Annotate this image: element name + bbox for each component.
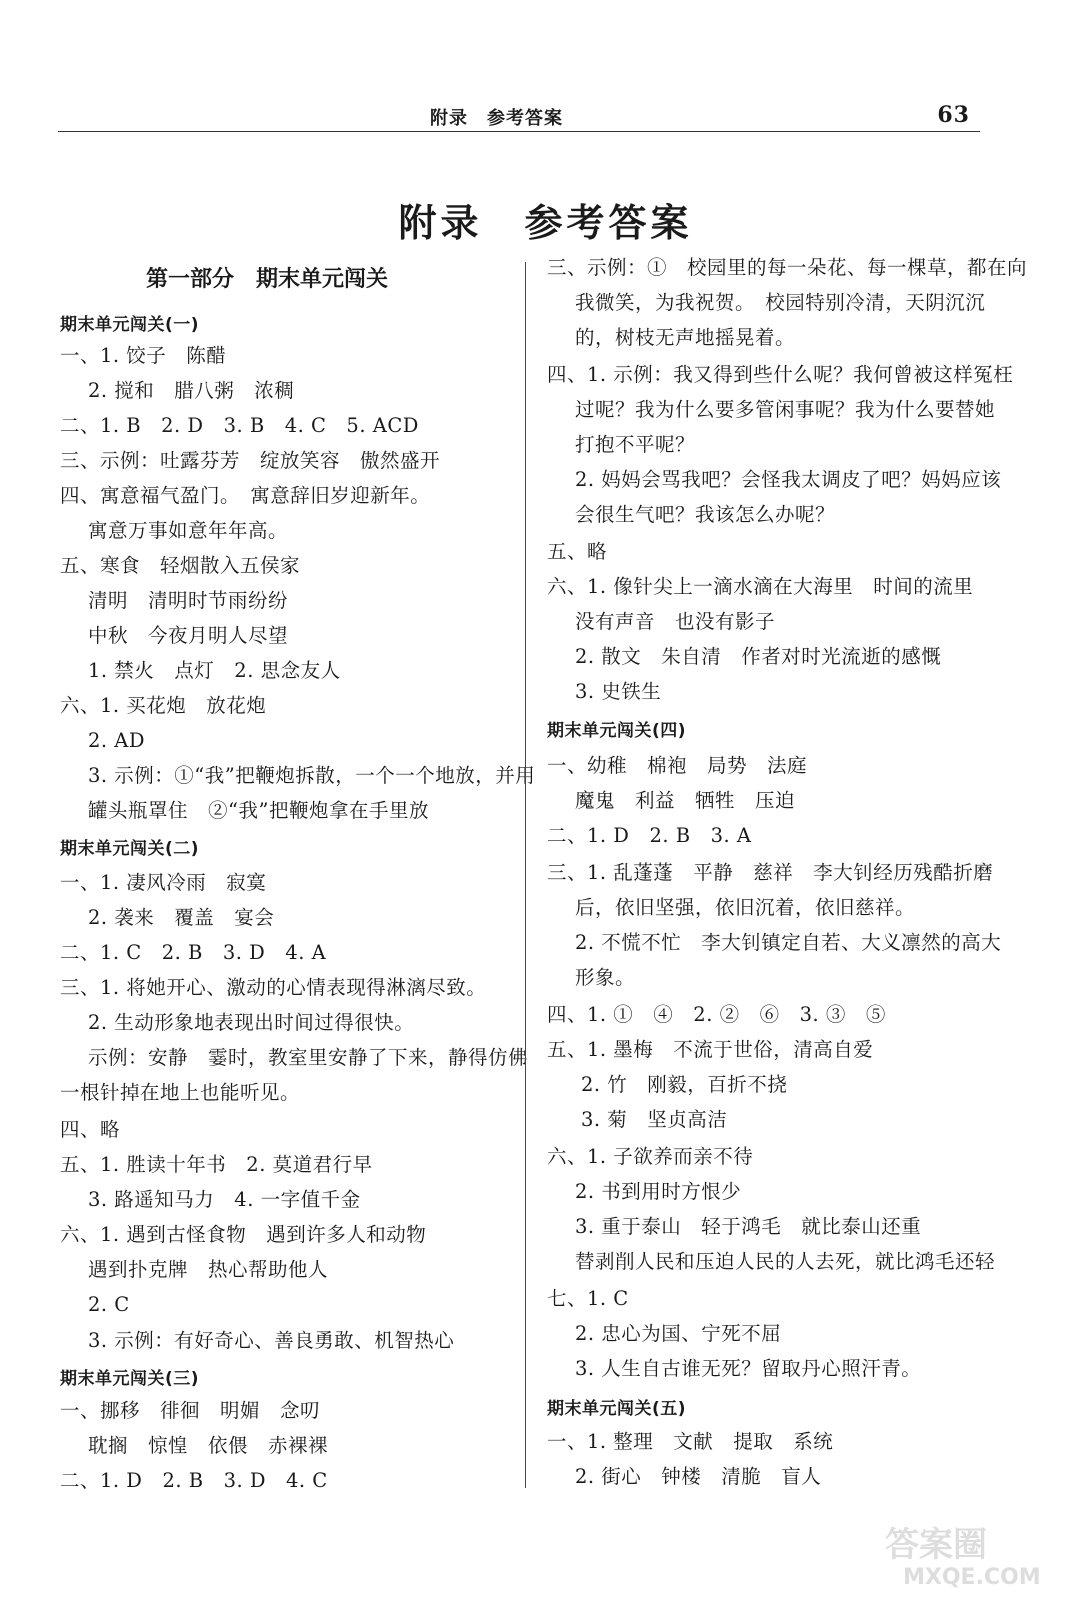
answer-line: 2. 散文 朱自清 作者对时光流逝的感慨 [575, 645, 942, 668]
answer-line: 清明 清明时节雨纷纷 [88, 589, 289, 612]
answer-line: 2. 竹 刚毅，百折不挠 [581, 1073, 788, 1096]
answer-line: 2. 搅和 腊八粥 浓稠 [88, 379, 295, 402]
section-heading: 期末单元闯关(二) [60, 839, 200, 859]
answer-line: 3. 史铁生 [575, 680, 662, 703]
answer-line: 3. 示例：有好奇心、善良勇敢、机智热心 [88, 1329, 455, 1352]
answer-line: 3. 示例：①“我”把鞭炮拆散，一个一个地放，并用 [88, 764, 536, 787]
answer-line: 三、1. 乱蓬蓬 平静 慈祥 李大钊经历残酷折磨 [547, 861, 994, 884]
section-heading: 期末单元闯关(一) [60, 315, 200, 335]
answer-line: 中秋 今夜月明人尽望 [88, 624, 289, 647]
answer-line: 四、略 [60, 1118, 121, 1141]
answer-line: 2. 忠心为国、宁死不屈 [575, 1322, 782, 1345]
answer-line: 六、1. 买花炮 放花炮 [60, 694, 267, 717]
answer-line: 六、1. 像针尖上一滴水滴在大海里 时间的流里 [547, 575, 974, 598]
watermark-logo-text: 答案圈 [885, 1525, 987, 1565]
answer-line: 3. 人生自古谁无死？留取丹心照汗青。 [575, 1357, 922, 1380]
section-heading: 期末单元闯关(四) [547, 721, 687, 741]
answer-line: 一、1. 整理 文献 提取 系统 [547, 1430, 834, 1453]
answer-line: 五、1. 墨梅 不流于世俗，清高自爱 [547, 1038, 874, 1061]
answer-line: 五、寒食 轻烟散入五侯家 [60, 554, 301, 577]
answer-line: 替剥削人民和压迫人民的人去死，就比鸿毛还轻 [575, 1250, 996, 1273]
answer-line: 的，树枝无声地摇晃着。 [575, 326, 796, 349]
part-heading: 第一部分 期末单元闯关 [146, 267, 389, 292]
answer-line: 二、1. C 2. B 3. D 4. A [60, 941, 327, 964]
answer-line: 寓意万事如意年年高。 [88, 519, 289, 542]
watermark-logo [875, 1518, 1065, 1590]
answer-line: 2. 妈妈会骂我吧？会怪我太调皮了吧？妈妈应该 [575, 468, 1002, 491]
answer-line: 一根针掉在地上也能听见。 [60, 1081, 301, 1104]
answer-line: 2. 生动形象地表现出时间过得很快。 [88, 1011, 415, 1034]
answer-line: 3. 菊 坚贞高洁 [581, 1108, 728, 1131]
answer-line: 四、寓意福气盈门。 寓意辞旧岁迎新年。 [60, 484, 431, 507]
section-heading: 期末单元闯关(五) [547, 1399, 687, 1419]
answer-line: 形象。 [575, 966, 636, 989]
running-head-title: 附录 参考答案 [430, 108, 563, 129]
answer-line: 没有声音 也没有影子 [575, 610, 776, 633]
answer-line: 一、幼稚 棉袍 局势 法庭 [547, 754, 808, 777]
answer-line: 一、1. 凄风冷雨 寂寞 [60, 871, 267, 894]
answer-line: 2. 街心 钟楼 清脆 盲人 [575, 1465, 822, 1488]
answer-line: 三、示例：① 校园里的每一朵花、每一棵草，都在向 [547, 256, 1028, 279]
answer-line: 3. 重于泰山 轻于鸿毛 就比泰山还重 [575, 1215, 922, 1238]
answer-line: 三、1. 将她开心、激动的心情表现得淋漓尽致。 [60, 976, 487, 999]
answer-line: 二、1. D 2. B 3. D 4. C [60, 1469, 328, 1492]
answer-line: 示例：安静 霎时，教室里安静了下来，静得仿佛 [88, 1046, 529, 1069]
answer-line: 1. 禁火 点灯 2. 思念友人 [88, 659, 341, 682]
answer-line: 四、1. ① ④ 2. ② ⑥ 3. ③ ⑤ [547, 1003, 886, 1026]
answer-line: 后，依旧坚强，依旧沉着，依旧慈祥。 [575, 896, 916, 919]
answer-line: 遇到扑克牌 热心帮助他人 [88, 1258, 329, 1281]
answer-line: 四、1. 示例：我又得到些什么呢？我何曾被这样冤枉 [547, 363, 1014, 386]
answer-line: 过呢？我为什么要多管闲事呢？我为什么要替她 [575, 398, 996, 421]
answer-line: 2. 袭来 覆盖 宴会 [88, 906, 275, 929]
answer-line: 二、1. D 2. B 3. A [547, 824, 752, 847]
answer-line: 三、示例：吐露芬芳 绽放笑容 傲然盛开 [60, 449, 441, 472]
answer-line: 六、1. 子欲养而亲不待 [547, 1145, 754, 1168]
header-rule [58, 131, 980, 132]
answer-line: 一、挪移 徘徊 明媚 念叨 [60, 1399, 321, 1422]
answer-line: 五、略 [547, 540, 608, 563]
answer-line: 2. C [88, 1293, 130, 1316]
page-title: 附录 参考答案 [398, 201, 693, 245]
answer-line: 我微笑，为我祝贺。 校园特别冷清，天阴沉沉 [575, 291, 986, 314]
page-number: 63 [937, 102, 970, 128]
answer-line: 二、1. B 2. D 3. B 4. C 5. ACD [60, 414, 419, 437]
column-divider [525, 262, 526, 1488]
answer-line: 2. 书到用时方恨少 [575, 1180, 742, 1203]
watermark-site-text: MXQE.COM [903, 1565, 1041, 1590]
answer-line: 一、1. 饺子 陈醋 [60, 344, 227, 367]
answer-line: 会很生气吧？我该怎么办呢？ [575, 503, 836, 526]
answer-line: 魔鬼 利益 牺牲 压迫 [575, 789, 796, 812]
answer-line: 打抱不平呢？ [575, 433, 696, 456]
answer-line: 五、1. 胜读十年书 2. 莫道君行早 [60, 1153, 373, 1176]
answer-line: 2. AD [88, 729, 146, 752]
answer-line: 七、1. C [547, 1287, 629, 1310]
answer-line: 罐头瓶罩住 ②“我”把鞭炮拿在手里放 [88, 799, 429, 822]
answer-line: 六、1. 遇到古怪食物 遇到许多人和动物 [60, 1223, 427, 1246]
answer-line: 2. 不慌不忙 李大钊镇定自若、大义凛然的高大 [575, 931, 1002, 954]
section-heading: 期末单元闯关(三) [60, 1369, 200, 1389]
answer-line: 3. 路遥知马力 4. 一字值千金 [88, 1188, 361, 1211]
answer-line: 耽搁 惊惶 依偎 赤裸裸 [88, 1434, 329, 1457]
